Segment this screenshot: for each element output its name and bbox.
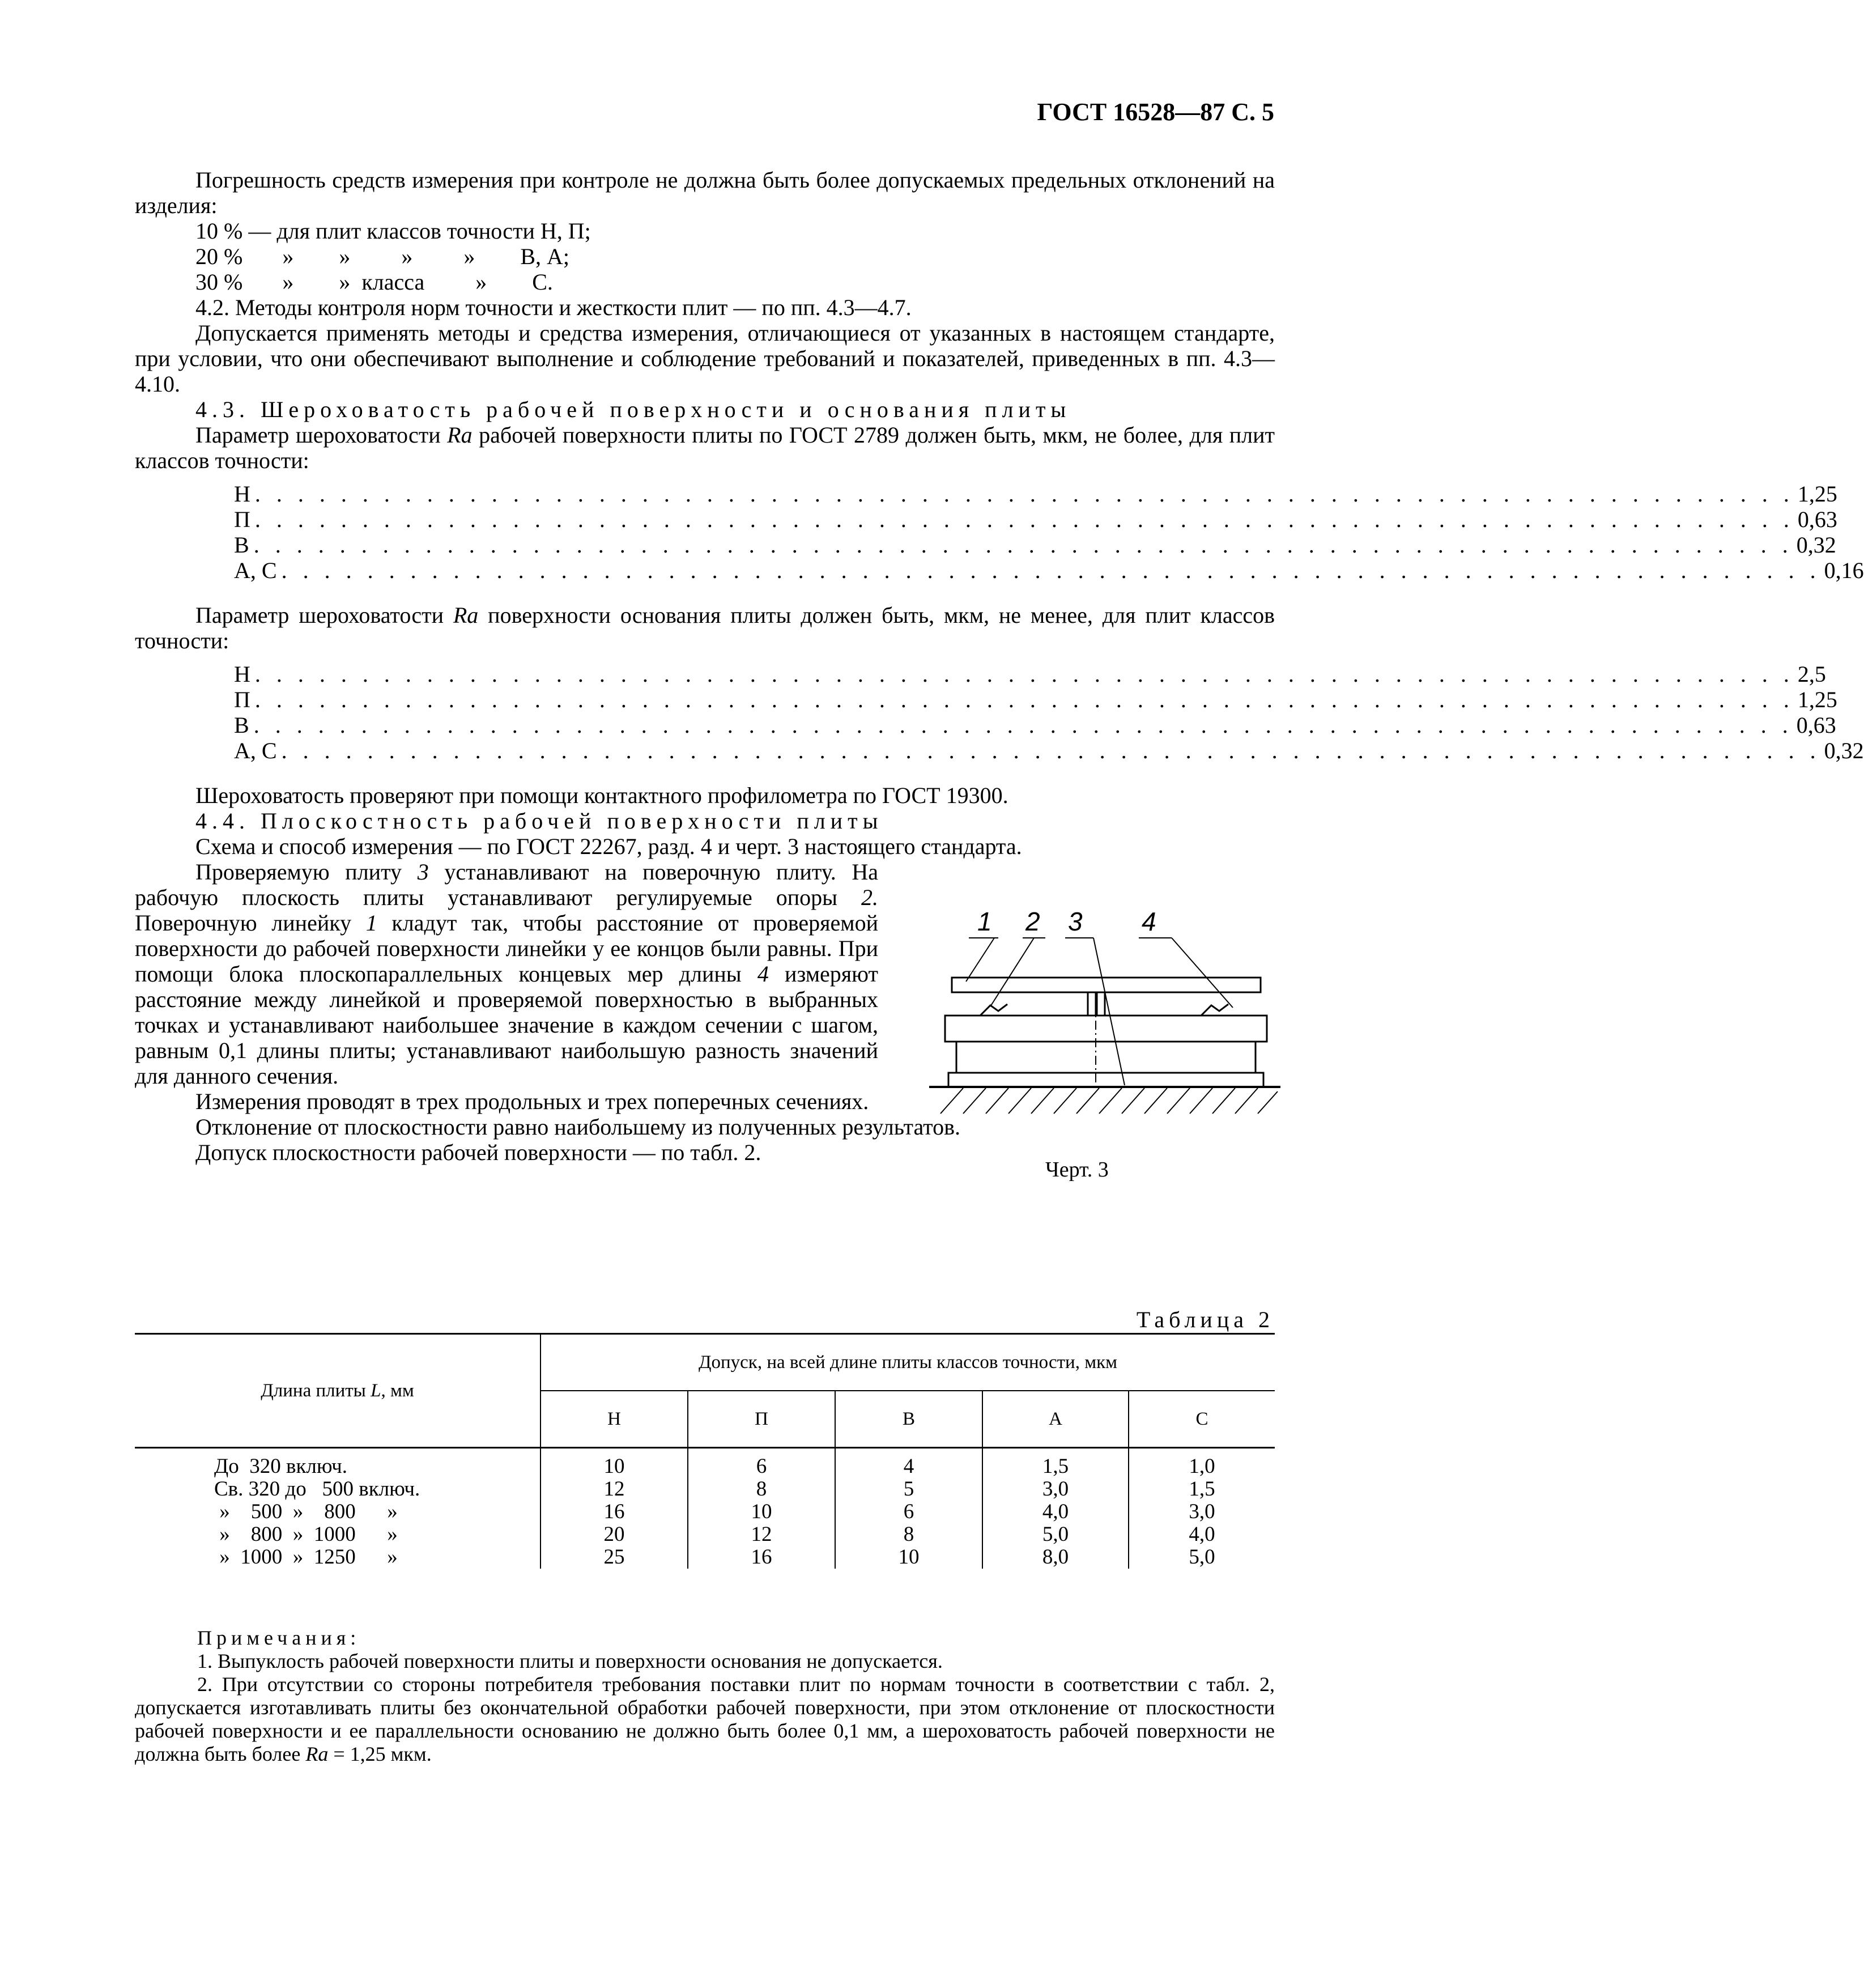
figure-label-1: 1 bbox=[977, 907, 992, 936]
paragraph-deviation: Отклонение от плоскостности равно наибольшему из полученных результатов. bbox=[195, 1114, 960, 1140]
paragraph-roughness-work: Параметр шероховатости Ra рабочей поверхности плиты по ГОСТ 2789 должен быть, мкм, не более, для плит классов точности: bbox=[135, 422, 1275, 473]
table-row: » 800 » 1000 » 20 12 8 5,0 4,0 bbox=[135, 1523, 1275, 1546]
header-class: С bbox=[1129, 1391, 1275, 1448]
paragraph-roughness-base: Параметр шероховатости Ra поверхности основания плиты должен быть, мкм, не менее, для плит классов точности: bbox=[135, 602, 1275, 653]
gauge-block-shape bbox=[1088, 992, 1096, 1016]
support-right-shape bbox=[1201, 1004, 1228, 1016]
note-1: 1. Выпуклость рабочей поверхности плиты и поверхности основания не допускается. bbox=[197, 1650, 943, 1672]
header-class: А bbox=[982, 1391, 1129, 1448]
list-item: В . . . . . . . . . . . . . . . . . . . . . . . . . . . . . . . . . . . . . . . . . . . . . . . . . . . . . . . . . . . . . . . . . . . . . . . . 0,32 bbox=[234, 532, 1836, 558]
tolerance-table bbox=[135, 1333, 1275, 1569]
clause-4-2: 4.2. Методы контроля норм точности и жесткости плит — по пп. 4.3—4.7. bbox=[195, 295, 912, 320]
ruler-shape bbox=[952, 978, 1261, 992]
paragraph-scheme: Схема и способ измерения — по ГОСТ 22267, разд. 4 и черт. 3 настоящего стандарта. bbox=[195, 834, 1022, 859]
note-2: 2. При отсутствии со стороны потребителя требования поставки плит по нормам точности в соответствии с табл. 2, допускается изготавливать плиты без окончательной обработки рабочей поверхности, при этом отклонение от плоскостности рабочей поверхности и ее параллельности основанию не должно быть более 0,1 мм, а шероховатость рабочей поверхности не должна быть более Ra = 1,25 мкм. bbox=[135, 1673, 1275, 1765]
header-tolerance: Допуск, на всей длине плиты классов точности, мкм bbox=[541, 1334, 1275, 1391]
figure-label-3: 3 bbox=[1068, 907, 1083, 936]
list-item: А, С . . . . . . . . . . . . . . . . . . . . . . . . . . . . . . . . . . . . . . . . . . . . . . . . . . . . . . . . . . . . . . . . . . . . . . . . 0,32 bbox=[234, 738, 1864, 763]
table-row: » 1000 » 1250 » 25 16 10 8,0 5,0 bbox=[135, 1546, 1275, 1569]
header-length: Длина плиты L, мм bbox=[135, 1334, 541, 1448]
plate-top-shape bbox=[945, 1016, 1267, 1042]
figure-3-drawing bbox=[929, 890, 1280, 1196]
list-item: П . . . . . . . . . . . . . . . . . . . . . . . . . . . . . . . . . . . . . . . . . . . . . . . . . . . . . . . . . . . . . . . . . . . . . . . . 0,63 bbox=[234, 507, 1837, 532]
paragraph-procedure: Проверяемую плиту 3 устанавливают на поверочную плиту. На рабочую плоскость плиты устанавливают регулируемые опоры 2. Поверочную линейку 1 кладут так, чтобы расстояние от проверяемой поверхности до рабочей поверхности линейки у ее концов были равны. При помощи блока плоскопараллельных концевых мер длины 4 измеряют расстояние между линейкой и проверяемой поверхностью в выбранных точках и устанавливают наибольшее значение в каждом сечении с шагом, равным 0,1 длины плиты; устанавливают наибольшую разность значений для данного сечения. bbox=[135, 859, 878, 1089]
list-item: П . . . . . . . . . . . . . . . . . . . . . . . . . . . . . . . . . . . . . . . . . . . . . . . . . . . . . . . . . . . . . . . . . . . . . . . . 1,25 bbox=[234, 687, 1837, 712]
figure-caption: Черт. 3 bbox=[1045, 1158, 1109, 1182]
paragraph-tolerance-ref: Допуск плоскостности рабочей поверхности — по табл. 2. bbox=[195, 1140, 761, 1165]
heading-4-3: 4.3. Шероховатость рабочей поверхности и основания плиты bbox=[195, 397, 1071, 422]
paragraph-profilometer: Шероховатость проверяют при помощи контактного профилометра по ГОСТ 19300. bbox=[195, 783, 1008, 808]
hatching bbox=[940, 1088, 1278, 1114]
list-item: В . . . . . . . . . . . . . . . . . . . . . . . . . . . . . . . . . . . . . . . . . . . . . . . . . . . . . . . . . . . . . . . . . . . . . . . . 0,63 bbox=[234, 712, 1836, 738]
notes-block bbox=[135, 1626, 1275, 1766]
accuracy-line-1: 10 % — для плит классов точности Н, П; bbox=[195, 218, 591, 244]
figure-label-2: 2 bbox=[1025, 907, 1040, 936]
plate-base-shape bbox=[948, 1073, 1263, 1087]
plate-body-shape bbox=[956, 1042, 1256, 1073]
roughness-list-work bbox=[234, 481, 1864, 583]
page-header: ГОСТ 16528—87 С. 5 bbox=[1037, 98, 1274, 126]
table-row: До 320 включ. 10 6 4 1,5 1,0 bbox=[135, 1448, 1275, 1479]
table-row: » 500 » 800 » 16 10 6 4,0 3,0 bbox=[135, 1501, 1275, 1523]
accuracy-line-2: 20 % » » » » В, А; bbox=[195, 244, 569, 269]
header-class: Н bbox=[541, 1391, 688, 1448]
heading-4-4: 4.4. Плоскостность рабочей поверхности плиты bbox=[195, 808, 883, 834]
paragraph-intro: Погрешность средств измерения при контроле не должна быть более допускаемых предельных отклонений на изделия: bbox=[135, 167, 1275, 218]
notes-heading: Примечания: bbox=[197, 1626, 361, 1649]
list-item: А, С . . . . . . . . . . . . . . . . . . . . . . . . . . . . . . . . . . . . . . . . . . . . . . . . . . . . . . . . . . . . . . . . . . . . . . . . 0,16 bbox=[234, 558, 1864, 583]
roughness-list-base bbox=[234, 661, 1864, 763]
table-row: Св. 320 до 500 включ. 12 8 5 3,0 1,5 bbox=[135, 1478, 1275, 1501]
header-class: В bbox=[835, 1391, 982, 1448]
list-item: Н . . . . . . . . . . . . . . . . . . . . . . . . . . . . . . . . . . . . . . . . . . . . . . . . . . . . . . . . . . . . . . . . . . . . . . . . 2,5 bbox=[234, 661, 1826, 687]
header-class: П bbox=[688, 1391, 835, 1448]
accuracy-line-3: 30 % » » класса » С. bbox=[195, 269, 553, 295]
paragraph-methods: Допускается применять методы и средства измерения, отличающиеся от указанных в настоящем стандарте, при условии, что они обеспечивают выполнение и соблюдение требований и показателей, приведенных в пп. 4.3—4.10. bbox=[135, 320, 1275, 397]
support-left-shape bbox=[980, 1004, 1007, 1016]
paragraph-sections: Измерения проводят в трех продольных и трех поперечных сечениях. bbox=[195, 1089, 869, 1114]
wrapped-text-column bbox=[135, 859, 878, 1114]
table-title: Таблица 2 bbox=[1136, 1307, 1274, 1332]
figure-label-4: 4 bbox=[1142, 907, 1156, 936]
list-item: Н . . . . . . . . . . . . . . . . . . . . . . . . . . . . . . . . . . . . . . . . . . . . . . . . . . . . . . . . . . . . . . . . . . . . . . . . 1,25 bbox=[234, 481, 1837, 507]
